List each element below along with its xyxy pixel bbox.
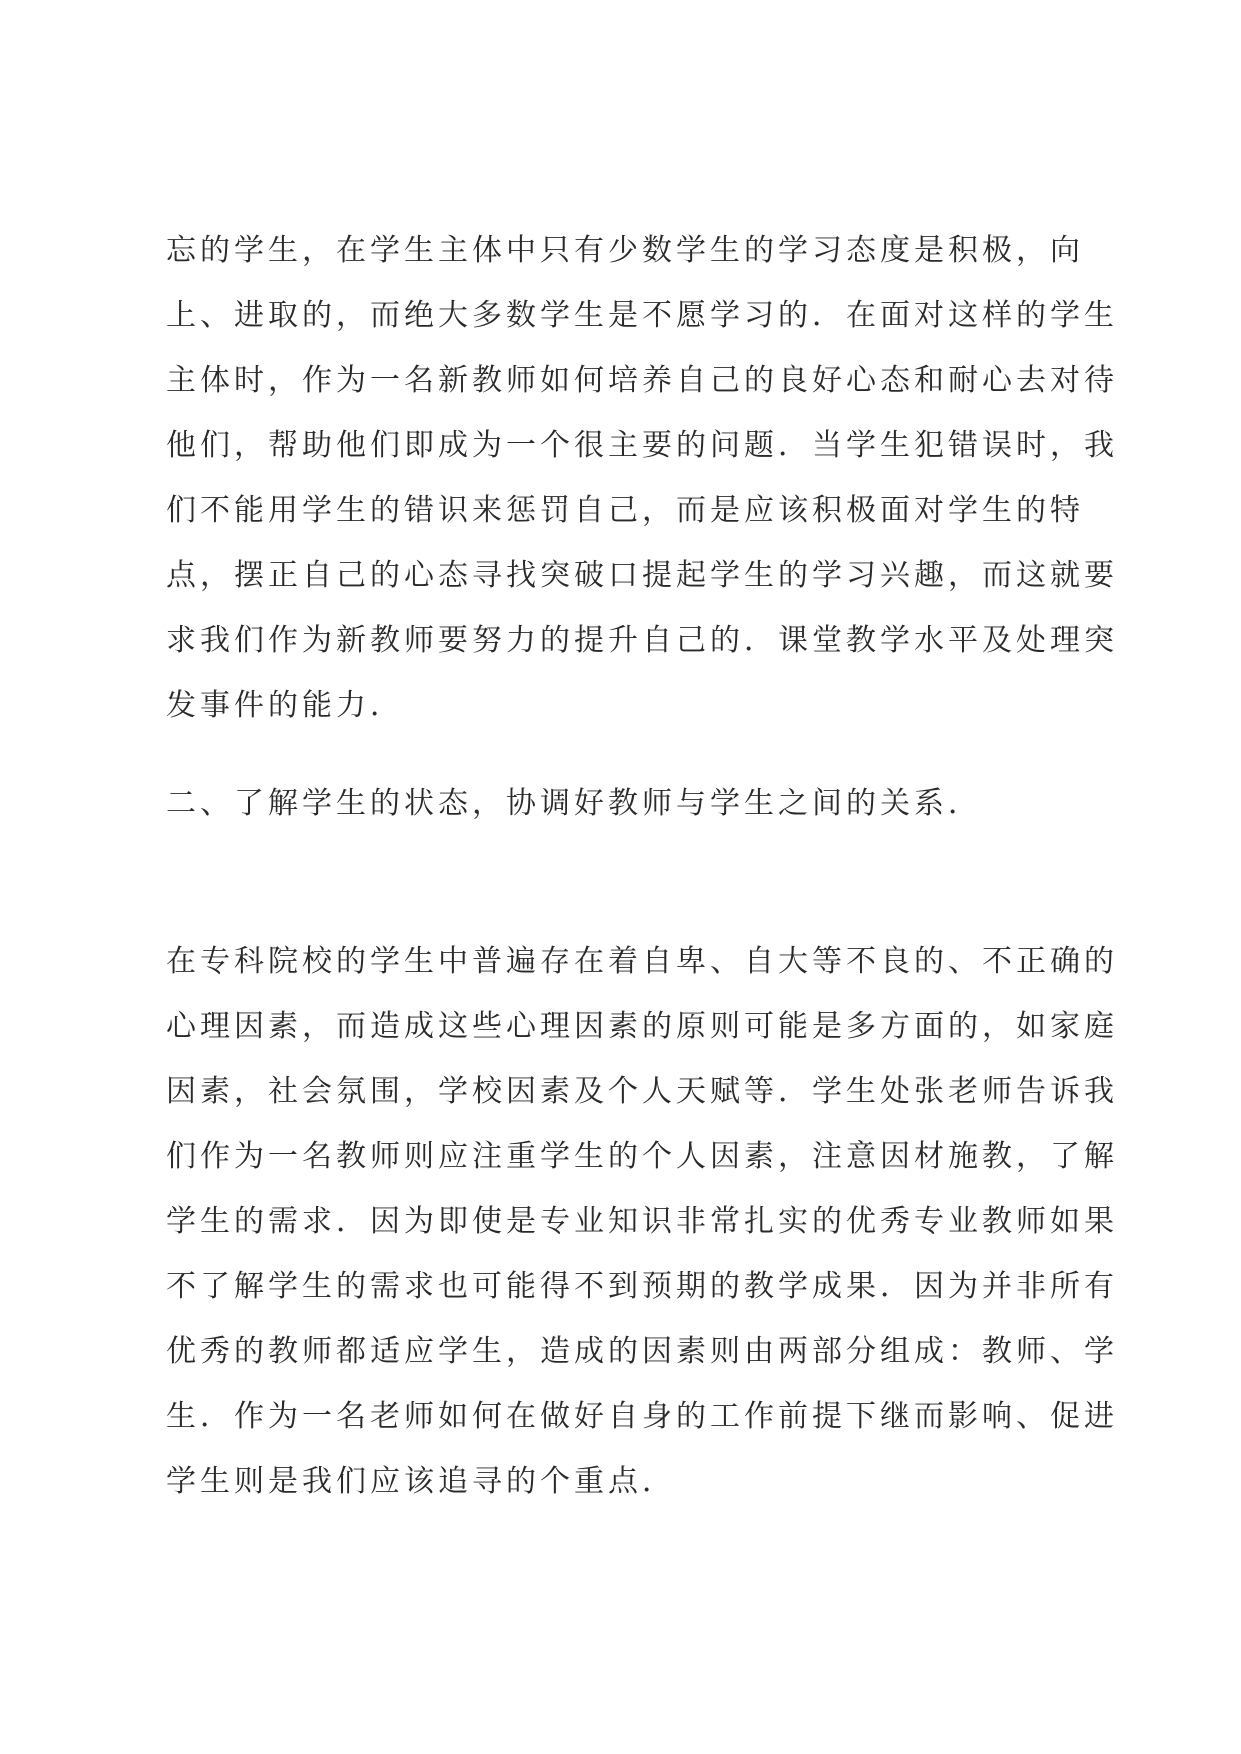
paragraph-line: 生．作为一名老师如何在做好自身的工作前提下继而影响、促进 bbox=[166, 1399, 1118, 1434]
paragraph-line: 学生的需求．因为即使是专业知识非常扎实的优秀专业教师如果 bbox=[166, 1204, 1118, 1239]
paragraph-line: 主体时，作为一名新教师如何培养自己的良好心态和耐心去对待 bbox=[166, 363, 1118, 398]
paragraph-line: 忘的学生，在学生主体中只有少数学生的学习态度是积极，向 bbox=[166, 233, 1084, 268]
paragraph-line: 上、进取的，而绝大多数学生是不愿学习的．在面对这样的学生 bbox=[166, 298, 1118, 333]
paragraph-line: 不了解学生的需求也可能得不到预期的教学成果．因为并非所有 bbox=[166, 1269, 1118, 1304]
paragraph-line: 们作为一名教师则应注重学生的个人因素，注意因材施教，了解 bbox=[166, 1139, 1118, 1174]
paragraph-line: 求我们作为新教师要努力的提升自己的．课堂教学水平及处理突 bbox=[166, 623, 1118, 658]
paragraph-line: 学生则是我们应该追寻的个重点． bbox=[166, 1464, 676, 1499]
paragraph-line: 们不能用学生的错识来惩罚自己，而是应该积极面对学生的特 bbox=[166, 493, 1084, 528]
paragraph-line: 他们，帮助他们即成为一个很主要的问题．当学生犯错误时，我 bbox=[166, 428, 1118, 463]
paragraph-line: 心理因素，而造成这些心理因素的原则可能是多方面的，如家庭 bbox=[166, 1009, 1118, 1044]
paragraph-line: 在专科院校的学生中普遍存在着自卑、自大等不良的、不正确的 bbox=[166, 944, 1118, 979]
paragraph-line: 点，摆正自己的心态寻找突破口提起学生的学习兴趣，而这就要 bbox=[166, 558, 1118, 593]
paragraph-1 bbox=[166, 218, 1118, 738]
paragraph-line: 优秀的教师都适应学生，造成的因素则由两部分组成：教师、学 bbox=[166, 1334, 1118, 1369]
paragraph-2 bbox=[166, 929, 1118, 1514]
paragraph-line: 发事件的能力． bbox=[166, 688, 404, 723]
paragraph-line: 因素，社会氛围，学校因素及个人天赋等．学生处张老师告诉我 bbox=[166, 1074, 1118, 1109]
section-heading-text: 二、了解学生的状态，协调好教师与学生之间的关系． bbox=[166, 786, 982, 821]
section-heading bbox=[166, 771, 1096, 836]
